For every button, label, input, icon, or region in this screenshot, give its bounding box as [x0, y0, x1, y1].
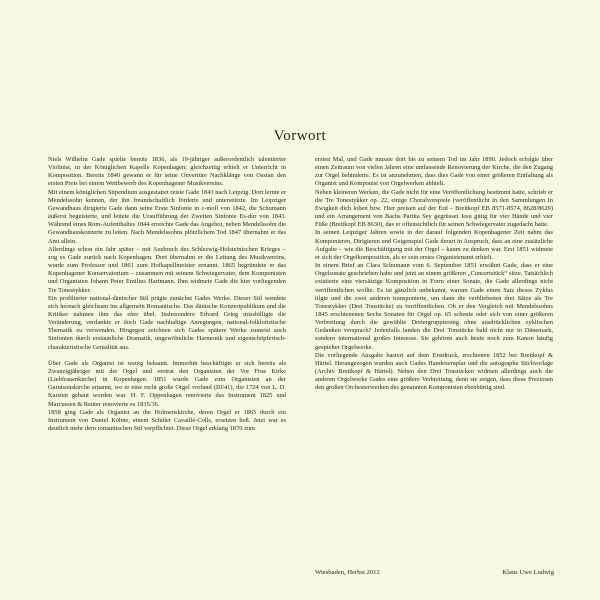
- paragraph: In einem Brief an Clara Schumann vom 6. September 1851 erwähnt Gade, dass er eine Orgelsonate geschrieben habe und jetzt an einem größeren „Concertstück“ sitze. Tatsächlich existierte eine viersätzige Komposition in Form einer Sonate, die Gade allerdings nicht veröffentlichen wollte. Es ist gänzlich unbekannt, warum Gade einen Satz dieses Zyklus tilgte und die zwei anderen transponierte, um dann die verbliebenen drei Sätze als Tre Tonestykker (Drei Tonstücke) zu veröffentlichen. Ob er den Vergleich mit Mendelssohns 1845 erschienenen Sechs Sonaten für Orgel op. 65 scheute oder sich von einer größeren Verbreitung durch die gewählte Dreiergruppierung ohne ausdrücklichen zyklischen Gedanken versprach? Jedenfalls fanden die Drei Tonstücke bald nicht nur in Dänemark, sondern international großes Interesse. Sie gehören auch heute noch zum Kanon häufig gespielter Orgelwerke.: [315, 262, 553, 351]
- paragraph: ersten Mal, und Gade musste dort bis zu seinem Tod im Jahr 1890. Jedoch erfolgte über einen Zeitraum von vielen Jahren eine umfassende Renovierung der Kirche, die den Zugang zur Orgel behinderte. Es ist anzunehmen, dass dies Gade von einer größeren Entfaltung als Organist und Komponist von Orgelwerken abhielt.: [315, 156, 553, 188]
- paragraph: Niels Wilhelm Gade spielte bereits 1836, als 19-jähriger außerordentlich talentierter Violinist, in der Königlichen Kapelle Kopenhagen; gleichzeitig erhielt er Unterricht in Komposition. Bereits 1840 gewann er für seine Ouvertüre Nachklänge von Ossian den ersten Preis bei einem Wettbewerb des Kopenhagener Musikvereins.: [48, 156, 286, 188]
- paragraph: Die vorliegende Ausgabe basiert auf dem Erstdruck, erschienen 1852 bei Breitkopf & Härtel. Herangezogen wurden auch Gades Handexemplar und die autographe Stichvorlage (Archiv Breitkopf & Härtel). Neben den Drei Tonstücken widmen allerdings auch die anderen Orgelwerke Gades eine größere Verbreitung, denn sie zeigen, dass diese Preziosen den großen Orchesterwerken des genannten Komponisten ebenbürtig sind.: [315, 351, 553, 392]
- page-title: Vorwort: [273, 128, 327, 144]
- right-text-column: [315, 156, 553, 393]
- left-text-column: [48, 156, 286, 433]
- paragraph: Über Gade als Organist ist wenig bekannt. Immerhin beschäftigte er sich bereits als Zwanzigjähriger mit der Orgel und vertrat den Organisten der Vor Frue Kirke (Liebfrauenkirche) in Kopenhagen. 1851 wurde Gade zum Organisten an der Garnisonskirche ernannt, wo er eine recht große Orgel vorfand (III/41), die 1724 von L. D. Karsten gebaut worden war. H. F. Oppenhagen renovierte das Instrument 1825 und Marcussen & Reuter renovierte es 1835/36.: [48, 359, 286, 408]
- paragraph: Neben kleineren Werken, die Gade nicht für eine Veröffentlichung bestimmt hatte, schrieb er die Tre Tonestykker op. 22, einige Choralvorspiele (veröffentlicht in den Sammlungen In Ewigkeit dich loben bzw. Hier preisen auf der Erd – Breitkopf EB 8571-8574, 8628/8629) und ein Arrangement von Bachs Partita Sey gegrüsset Jesu gütig für vier Hände und vier Füße (Breitkopf EB 8630), das er offensichtlich für seinen Schwiegervater zugedacht hatte.: [315, 188, 553, 229]
- signature-place-date: Wiesbaden, Herbst 2012: [315, 569, 380, 576]
- paragraph: Mit einem königlichen Stipendium ausgestattet reiste Gade 1843 nach Leipzig. Dort lernte er Mendelssohn kennen, der ihn freundschaftlich förderte und unterstützte. Im Leipziger Gewandhaus dirigierte Gade dann seine Erste Sinfonie in c-moll von 1842, die Schumann äußerst begeisterte, und leitete die Uraufführung der Zweiten Sinfonie Es-dur von 1843. Während eines Rom-Aufenthaltes 1844 erreichte Gade das Angebot, neben Mendelssohn die Gewandhauskonzerte zu leiten. Nach Mendelssohns plötzlichem Tod 1847 übernahm er das Amt allein.: [48, 188, 286, 245]
- paragraph: Ein profilierter national-dänischer Stil prägte zunächst Gades Werke. Dieser Stil wendete sich hernach gleichsam ins allgemein Romantische. Das dänische Konzertpublikum und die Kritiker nahmen ihm das eher übel. Insbesondere Edvard Grieg missbilligte die Veränderung, verdankte er doch Gade nachhaltige Anregungen, national-folkloristische Thematik zu verwenden. Hingegen zeichnen sich Gades spätere Werke zumeist auch Sinfonien durch erstaunliche Dramatik, ungewöhnliche Harmonik und eigenschöpferisch-charakteristische Genialität aus.: [48, 294, 286, 351]
- paragraph: 1858 ging Gade als Organist an die Holmenskirche, deren Orgel er 1865 durch ein Instrument von Daniel Köhne, einem Schüler Cavaillé-Colls, ersetzen ließ. Jetzt war es deutlich mehr dem romantischen Stil verpflichtet. Diese Orgel erklang 1870 zum: [48, 408, 286, 432]
- signature-author: Klaus Uwe Ludwig: [502, 569, 554, 576]
- paragraph: In seinen Leipziger Jahren sowie in der darauf folgenden Kopenhagener Zeit nahm das Komponieren, Dirigieren und Geigenspiel Gade derart in Anspruch, dass an eine zusätzliche Aufgabe – wie die Beschäftigung mit der Orgel – kaum zu denken war. Erst 1851 widmete er sich der Orgelkomposition, als er sein erstes Organistenamt erhielt.: [315, 229, 553, 261]
- paragraph: Allerdings schon ein Jahr später – mit Ausbruch des Schleswig-Holsteinischen Krieges – zog es Gade zurück nach Kopenhagen. Dort übernahm er die Leitung des Musikvereins, wurde zum Professor und 1861 zum Hofkapellmeister ernannt. 1865 begründete er das Kopenhagener Konservatorium – zusammen mit seinem Schwiegervater, dem Komponisten und Organisten Johann Peter Emilius Hartmann. Ihm widmete Gade die hier vorliegenden Tre Tonestykker.: [48, 245, 286, 294]
